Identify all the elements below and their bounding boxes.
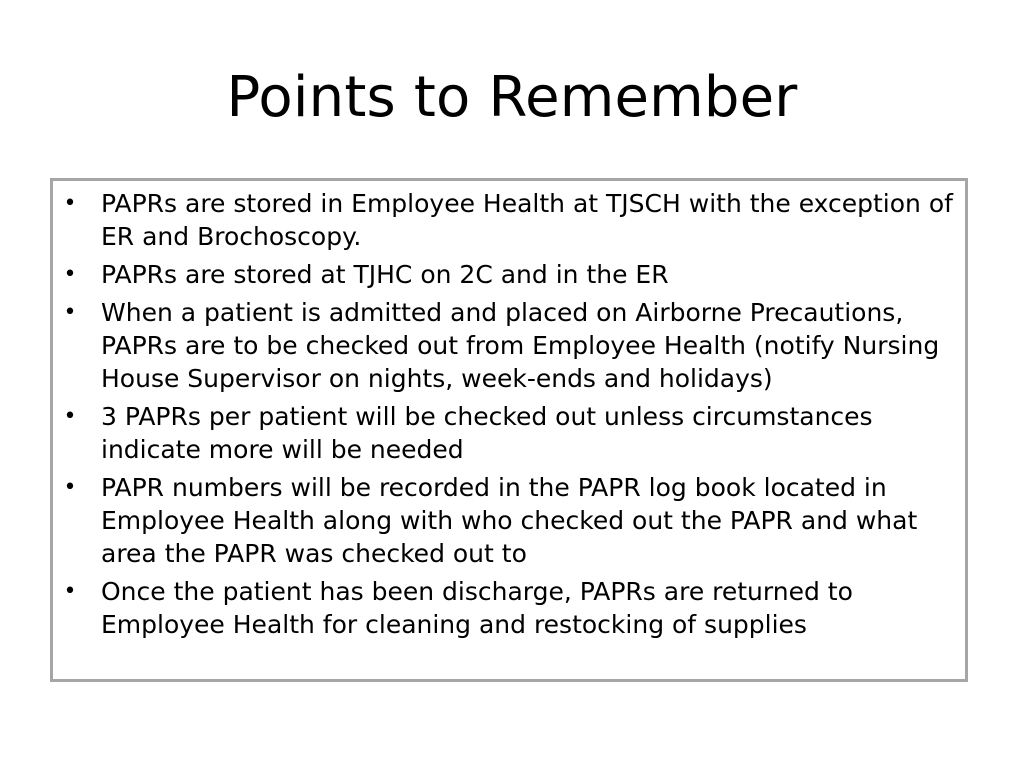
bullet-text: PAPR numbers will be recorded in the PAPR log book located in Employee Health along with who checked out the PAPR and what area the PAPR was checked out to: [101, 473, 918, 568]
bullet-icon: •: [63, 191, 77, 216]
bullet-item-5: [53, 471, 965, 570]
bullet-icon: •: [63, 475, 77, 500]
bullet-text: PAPRs are stored at TJHC on 2C and in the ER: [101, 260, 669, 289]
bullet-text: Once the patient has been discharge, PAPRs are returned to Employee Health for cleaning and restocking of supplies: [101, 577, 853, 639]
bullet-item-3: [53, 296, 965, 395]
bullet-list: [53, 187, 965, 646]
bullet-icon: •: [63, 262, 77, 287]
bullet-content-box: [50, 178, 968, 682]
bullet-item-6: [53, 575, 965, 641]
bullet-item-4: [53, 400, 965, 466]
bullet-text: 3 PAPRs per patient will be checked out unless circumstances indicate more will be needed: [101, 402, 873, 464]
bullet-icon: •: [63, 404, 77, 429]
bullet-item-2: [53, 258, 965, 291]
bullet-item-1: [53, 187, 965, 253]
bullet-icon: •: [63, 300, 77, 325]
bullet-text: PAPRs are stored in Employee Health at TJSCH with the exception of ER and Brochoscopy.: [101, 189, 953, 251]
bullet-text: When a patient is admitted and placed on Airborne Precautions, PAPRs are to be checked out from Employee Health (notify Nursing House Supervisor on nights, week-ends and holidays): [101, 298, 940, 393]
slide-title: Points to Remember: [226, 65, 798, 130]
bullet-icon: •: [63, 579, 77, 604]
